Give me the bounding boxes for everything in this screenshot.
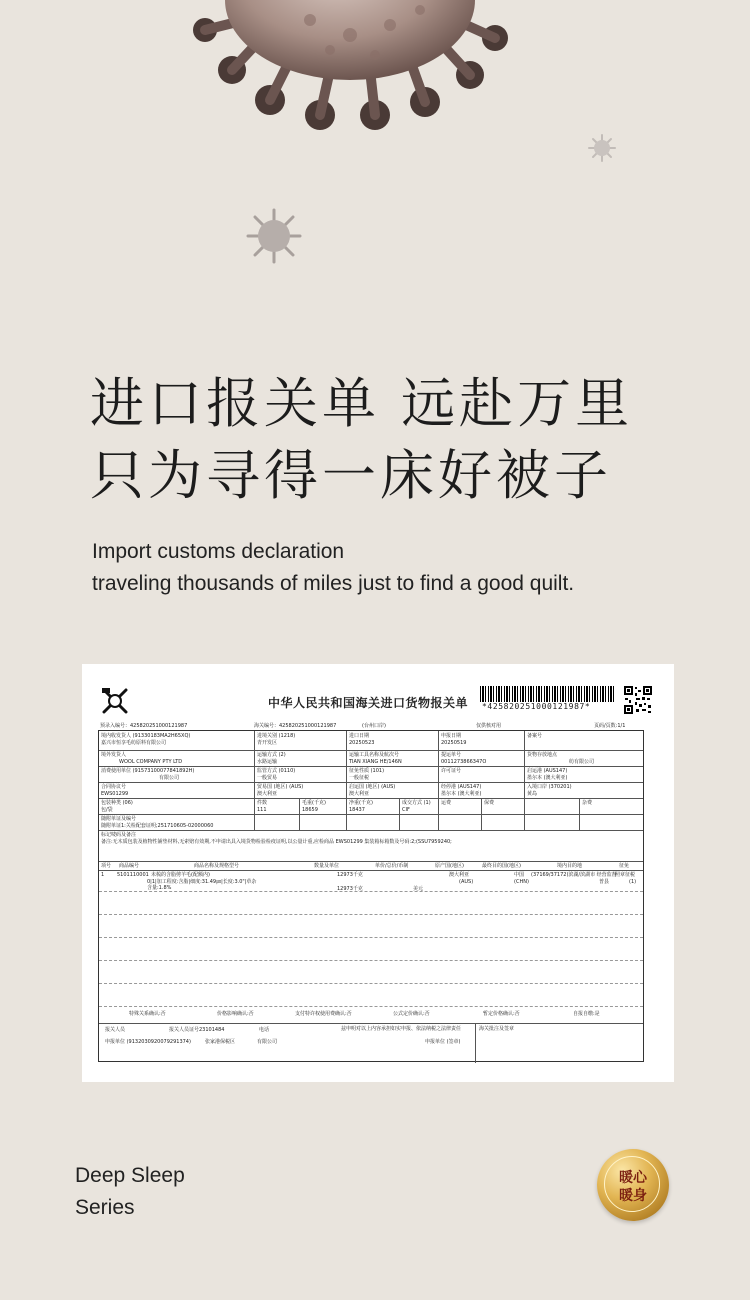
bill-label: 提运单号 (441, 752, 462, 758)
record-no-label: 备案号 (527, 733, 543, 739)
english-subtitle (92, 536, 574, 600)
tax-value: 一般征税 (349, 775, 370, 781)
headline-line-2: 只为寻得一床好被子 (90, 444, 612, 507)
usage-label: 仅供核对用 (476, 723, 502, 729)
headline (90, 368, 633, 512)
brand-series (75, 1160, 185, 1224)
item-header-domestic: 境内目的地 (557, 863, 583, 869)
subtitle-line-2: traveling thousands of miles just to find a good quilt. (92, 572, 575, 595)
self-payment: 自报自缴:是 (573, 1011, 600, 1017)
docs-value: 随附单证1:关检配套证明;251710605-02000060 (101, 823, 214, 829)
virus-illustration-large (170, 0, 550, 130)
entry-port-label: 入境口岸 (370201) (527, 784, 572, 790)
pieces-label: 件数 (257, 800, 268, 806)
origin-value: 澳大利亚 (349, 791, 370, 797)
warm-badge-logo (597, 1149, 669, 1221)
price-impact: 价格影响确认:否 (217, 1011, 254, 1017)
item-spec: 0|1|加工程度:含脂|细度:31.49㎛|长度:3.0"|草杂 (147, 879, 257, 885)
item-dest-code: (CHN) (514, 879, 529, 885)
insurance-label: 保费 (484, 800, 495, 806)
formula-price-confirm: 公式定价确认:否 (393, 1011, 430, 1017)
customs-number: 海关编号：425820251000121987 (254, 723, 337, 729)
declaring-company: 有限公司 (257, 1039, 278, 1045)
legal-statement: 兹申明对以上内容承担如实申报、依法纳税之法律责任 (341, 1026, 462, 1032)
vessel-label: 运输工具名称及航次号 (349, 752, 400, 758)
item-header-name: 商品名称及规格型号 (194, 863, 240, 869)
declaring-unit-name: 张家港保税区 (205, 1039, 236, 1045)
transport-value: 水路运输 (257, 759, 278, 765)
item-header-qty: 数量及单位 (314, 863, 340, 869)
item-qty-2: 12973千克 (337, 886, 363, 892)
page-label: 页码/页数:1/1 (594, 723, 626, 729)
vessel-value: TIAN XIANG HE/146N (349, 759, 402, 765)
item-header-origin: 原产国(地区) (435, 863, 464, 869)
net-label: 净重(千克) (349, 800, 373, 806)
declarant-code: 报关人员证号23101484 (169, 1027, 225, 1033)
badge-line-2: 暖身 (619, 1188, 647, 1204)
item-origin-code: (AUS) (459, 879, 474, 885)
brand-line-2: Series (75, 1196, 135, 1219)
item-dest: 中国 (514, 872, 525, 878)
item-currency: 美元 (413, 886, 424, 892)
royalty-confirm: 支付特许权使用费确认:否 (295, 1011, 352, 1017)
special-relation: 特殊关系确认:否 (129, 1011, 166, 1017)
transport-label: 运输方式 (2) (257, 752, 286, 758)
item-qty-1: 12973千克 (337, 872, 363, 878)
contract-label: 合同协议号 (101, 784, 127, 790)
item-header-no: 项号 (101, 863, 112, 869)
place-value: 纺有限公司 (569, 759, 595, 765)
pack-value: 包/袋 (101, 807, 113, 813)
declaration-table (98, 730, 644, 1062)
misc-label: 杂费 (582, 800, 593, 806)
trade-country-value: 澳大利亚 (257, 791, 278, 797)
provisional-price-confirm: 暂定价格确认:否 (483, 1011, 520, 1017)
phone-label: 电话 (259, 1027, 270, 1033)
pre-entry-number: 预录入编号：425820251000121987 (100, 723, 188, 729)
gross-value: 18659 (302, 807, 318, 813)
declare-date-label: 申报日期 (441, 733, 462, 739)
virus-illustration-small (244, 206, 304, 266)
supervise-value: 一般贸易 (257, 775, 278, 781)
item-tax-code: (1) (629, 879, 637, 885)
entry-office-value: 青开发区 (257, 740, 278, 746)
pack-label: 包装种类 (06) (101, 800, 133, 806)
item-header-price: 单价/总价/币制 (375, 863, 409, 869)
tax-label: 征免性质 (101) (349, 768, 385, 774)
declaring-seal: 申报单位 (签章) (425, 1039, 461, 1045)
consignee-name: 嘉兴市恒享毛纺原料有限公司 (101, 740, 167, 746)
contract-value: EWS01299 (101, 791, 129, 797)
declaring-unit: 申报单位 (9132030920079291374) (105, 1039, 191, 1045)
customs-declaration-document (82, 664, 674, 1082)
headline-line-1: 进口报关单 远赴万里 (90, 372, 634, 435)
import-date-label: 进口日期 (349, 733, 370, 739)
pieces-value: 111 (257, 807, 267, 813)
customs-emblem-icon (100, 686, 130, 716)
consignor-value: WOOL COMPANY PTY LTD (119, 759, 183, 765)
item-name: 未梳的含脂剪羊毛(配额内) (151, 872, 210, 878)
item-origin: 澳大利亚 (449, 872, 470, 878)
deal-value: CIF (402, 807, 410, 813)
docs-label: 随附单证及编号 (101, 816, 137, 822)
deal-label: 成交方式 (1) (402, 800, 431, 806)
item-domestic: (37169/37172)滨湖/滨湖市 经营监督 (531, 872, 617, 878)
subtitle-line-1: Import customs declaration (92, 540, 345, 563)
entry-port-value: 黄岛 (527, 791, 538, 797)
origin-label: 启运国 (地区) (AUS) (349, 784, 396, 790)
via-value: 墨尔本 (澳大利亚) (441, 791, 482, 797)
freight-label: 运费 (441, 800, 452, 806)
item-spec-2: 含量:1.8% (147, 885, 172, 891)
gross-label: 毛重(千克) (302, 800, 326, 806)
item-header-dest: 最终目的国(地区) (482, 863, 521, 869)
port-from-value: 墨尔本 (澳大利亚) (527, 775, 568, 781)
consignee-label: 境内收发货人 (91330183MA2H65XQ) (101, 733, 191, 739)
item-domestic-2: 普县 (599, 879, 610, 885)
brand-line-1: Deep Sleep (75, 1164, 185, 1187)
net-value: 18437 (349, 807, 365, 813)
port-from-label: 启运港 (AUS147) (527, 768, 568, 774)
remarks-label: 标记唛码及备注 (101, 832, 137, 838)
license-label: 许可证号 (441, 768, 462, 774)
item-code: 5101110001 (117, 872, 149, 878)
item-tax: 照章征税 (615, 872, 636, 878)
bill-value: 0011273866347O (441, 759, 487, 765)
remarks-value: 备注:无木质包装及植物性铺垫材料,无索赔有效期,不申请出具入境货物检验检疫证明,以公量计重,应检商品 EWS01299 集装箱标箱数及号码:2;(SSU7959240; (101, 839, 452, 845)
item-header-tax: 征免 (619, 863, 630, 869)
document-title: 中华人民共和国海关进口货物报关单 (268, 696, 469, 710)
consignor-label: 境外发货人 (101, 752, 127, 758)
entry-office-label: 进境关别 (1218) (257, 733, 296, 739)
supervise-label: 监管方式 (0110) (257, 768, 296, 774)
port-label: (台州口岸) (362, 723, 386, 729)
user-label: 消费使用单位 (91573100077841892H) (101, 768, 195, 774)
declare-date-value: 20250519 (441, 740, 467, 746)
barcode (480, 686, 616, 702)
user-value: 有限公司 (159, 775, 180, 781)
barcode-number: *425820251000121987* (482, 702, 591, 711)
place-label: 货物存放地点 (527, 752, 558, 758)
import-date-value: 20250523 (349, 740, 375, 746)
trade-country-label: 贸易国 (地区) (AUS) (257, 784, 304, 790)
virus-illustration-tiny (587, 133, 617, 163)
via-label: 经停港 (AUS147) (441, 784, 482, 790)
item-header-code: 商品编号 (119, 863, 140, 869)
declarant-label: 报关人员 (105, 1027, 126, 1033)
badge-line-1: 暖心 (619, 1170, 647, 1186)
customs-approval: 海关批注及签章 (479, 1026, 515, 1032)
qr-code-icon (624, 686, 652, 714)
item-no: 1 (101, 872, 105, 878)
